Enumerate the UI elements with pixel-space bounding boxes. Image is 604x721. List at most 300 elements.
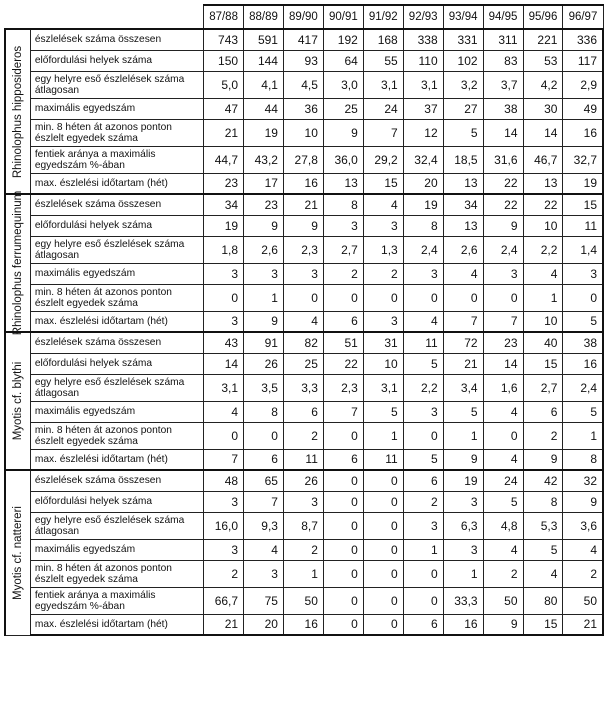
value-cell: 2,3 xyxy=(283,236,323,263)
table-row xyxy=(5,146,603,173)
value-cell: 9 xyxy=(483,614,523,635)
value-cell: 10 xyxy=(523,311,563,332)
row-label: egy helyre eső észlelések száma átlagosan xyxy=(30,374,203,401)
value-cell: 22 xyxy=(523,194,563,215)
value-cell: 4 xyxy=(363,194,403,215)
value-cell: 10 xyxy=(363,353,403,374)
row-label: max. észlelési időtartam (hét) xyxy=(30,614,203,635)
value-cell: 15 xyxy=(363,173,403,194)
value-cell: 29,2 xyxy=(363,146,403,173)
value-cell: 16 xyxy=(283,173,323,194)
value-cell: 0 xyxy=(283,284,323,311)
value-cell: 22 xyxy=(323,353,363,374)
value-cell: 3 xyxy=(204,491,244,512)
value-cell: 0 xyxy=(323,614,363,635)
value-cell: 15 xyxy=(563,194,603,215)
table-body xyxy=(5,29,603,635)
value-cell: 38 xyxy=(483,98,523,119)
value-cell: 1 xyxy=(443,560,483,587)
value-cell: 5 xyxy=(443,401,483,422)
value-cell: 0 xyxy=(403,422,443,449)
value-cell: 0 xyxy=(363,614,403,635)
value-cell: 0 xyxy=(363,512,403,539)
value-cell: 5,0 xyxy=(204,71,244,98)
value-cell: 17 xyxy=(244,173,284,194)
value-cell: 6 xyxy=(403,470,443,491)
row-label: egy helyre eső észlelések száma átlagosan xyxy=(30,236,203,263)
value-cell: 2,6 xyxy=(244,236,284,263)
value-cell: 21 xyxy=(443,353,483,374)
row-label: maximális egyedszám xyxy=(30,263,203,284)
year-header: 89/90 xyxy=(283,5,323,29)
table-row xyxy=(5,284,603,311)
value-cell: 25 xyxy=(283,353,323,374)
value-cell: 14 xyxy=(523,119,563,146)
year-header: 91/92 xyxy=(363,5,403,29)
value-cell: 11 xyxy=(283,449,323,470)
value-cell: 19 xyxy=(563,173,603,194)
value-cell: 5 xyxy=(443,119,483,146)
value-cell: 3,1 xyxy=(403,71,443,98)
value-cell: 5 xyxy=(363,401,403,422)
value-cell: 6 xyxy=(523,401,563,422)
value-cell: 1,6 xyxy=(483,374,523,401)
value-cell: 0 xyxy=(403,560,443,587)
value-cell: 3,7 xyxy=(483,71,523,98)
value-cell: 23 xyxy=(483,332,523,353)
year-header: 96/97 xyxy=(563,5,603,29)
value-cell: 3 xyxy=(204,539,244,560)
value-cell: 47 xyxy=(204,98,244,119)
value-cell: 23 xyxy=(244,194,284,215)
value-cell: 2,4 xyxy=(483,236,523,263)
value-cell: 13 xyxy=(443,173,483,194)
value-cell: 26 xyxy=(244,353,284,374)
value-cell: 32 xyxy=(563,470,603,491)
table-row xyxy=(5,353,603,374)
value-cell: 51 xyxy=(323,332,363,353)
value-cell: 1,3 xyxy=(363,236,403,263)
value-cell: 8 xyxy=(323,194,363,215)
value-cell: 19 xyxy=(403,194,443,215)
year-header: 94/95 xyxy=(483,5,523,29)
value-cell: 27,8 xyxy=(283,146,323,173)
value-cell: 43,2 xyxy=(244,146,284,173)
value-cell: 18,5 xyxy=(443,146,483,173)
table-row xyxy=(5,119,603,146)
value-cell: 33,3 xyxy=(443,587,483,614)
table-row xyxy=(5,71,603,98)
value-cell: 3 xyxy=(483,263,523,284)
row-label: észlelések száma összesen xyxy=(30,332,203,353)
value-cell: 5 xyxy=(403,353,443,374)
value-cell: 55 xyxy=(363,50,403,71)
value-cell: 3,1 xyxy=(363,71,403,98)
value-cell: 7 xyxy=(443,311,483,332)
value-cell: 38 xyxy=(563,332,603,353)
value-cell: 24 xyxy=(363,98,403,119)
table-row xyxy=(5,29,603,50)
table-row xyxy=(5,263,603,284)
value-cell: 30 xyxy=(523,98,563,119)
value-cell: 4,5 xyxy=(283,71,323,98)
value-cell: 0 xyxy=(403,587,443,614)
value-cell: 2,2 xyxy=(523,236,563,263)
value-cell: 0 xyxy=(483,422,523,449)
value-cell: 37 xyxy=(403,98,443,119)
value-cell: 5 xyxy=(563,401,603,422)
species-name: Rhinolophus ferrumequinum xyxy=(11,190,24,336)
value-cell: 3 xyxy=(283,263,323,284)
value-cell: 0 xyxy=(323,560,363,587)
table-row xyxy=(5,173,603,194)
value-cell: 13 xyxy=(523,173,563,194)
value-cell: 4,2 xyxy=(523,71,563,98)
value-cell: 19 xyxy=(443,470,483,491)
value-cell: 2 xyxy=(363,263,403,284)
value-cell: 0 xyxy=(563,284,603,311)
value-cell: 16,0 xyxy=(204,512,244,539)
value-cell: 50 xyxy=(483,587,523,614)
row-label: észlelések száma összesen xyxy=(30,194,203,215)
row-label: előfordulási helyek száma xyxy=(30,353,203,374)
value-cell: 0 xyxy=(363,470,403,491)
value-cell: 2 xyxy=(283,539,323,560)
value-cell: 5,3 xyxy=(523,512,563,539)
table-row xyxy=(5,539,603,560)
row-label: előfordulási helyek száma xyxy=(30,491,203,512)
value-cell: 93 xyxy=(283,50,323,71)
value-cell: 3 xyxy=(244,263,284,284)
value-cell: 3 xyxy=(443,491,483,512)
value-cell: 2,7 xyxy=(523,374,563,401)
value-cell: 0 xyxy=(323,539,363,560)
table-row xyxy=(5,422,603,449)
row-label: fentiek aránya a maximális egyedszám %-ában xyxy=(30,146,203,173)
value-cell: 19 xyxy=(244,119,284,146)
value-cell: 3 xyxy=(563,263,603,284)
value-cell: 3,1 xyxy=(204,374,244,401)
value-cell: 1 xyxy=(443,422,483,449)
row-label: előfordulási helyek száma xyxy=(30,215,203,236)
value-cell: 0 xyxy=(483,284,523,311)
value-cell: 21 xyxy=(204,119,244,146)
species-label-cell xyxy=(5,29,30,194)
row-label: előfordulási helyek száma xyxy=(30,50,203,71)
table-row xyxy=(5,614,603,635)
table-row xyxy=(5,449,603,470)
value-cell: 2,3 xyxy=(323,374,363,401)
value-cell: 9 xyxy=(483,215,523,236)
value-cell: 22 xyxy=(483,194,523,215)
table-row xyxy=(5,215,603,236)
value-cell: 2,9 xyxy=(563,71,603,98)
row-label: észlelések száma összesen xyxy=(30,29,203,50)
value-cell: 6 xyxy=(323,311,363,332)
value-cell: 1 xyxy=(244,284,284,311)
value-cell: 2 xyxy=(403,491,443,512)
value-cell: 2,4 xyxy=(563,374,603,401)
value-cell: 5 xyxy=(403,449,443,470)
value-cell: 7 xyxy=(204,449,244,470)
value-cell: 336 xyxy=(563,29,603,50)
value-cell: 72 xyxy=(443,332,483,353)
value-cell: 48 xyxy=(204,470,244,491)
data-table-container xyxy=(4,4,604,636)
value-cell: 9 xyxy=(244,311,284,332)
value-cell: 311 xyxy=(483,29,523,50)
value-cell: 42 xyxy=(523,470,563,491)
table-row xyxy=(5,98,603,119)
value-cell: 331 xyxy=(443,29,483,50)
value-cell: 6 xyxy=(244,449,284,470)
value-cell: 31 xyxy=(363,332,403,353)
value-cell: 6,3 xyxy=(443,512,483,539)
table-row xyxy=(5,311,603,332)
value-cell: 3,4 xyxy=(443,374,483,401)
value-cell: 43 xyxy=(204,332,244,353)
value-cell: 31,6 xyxy=(483,146,523,173)
value-cell: 9,3 xyxy=(244,512,284,539)
value-cell: 32,7 xyxy=(563,146,603,173)
value-cell: 44,7 xyxy=(204,146,244,173)
species-name: Myotis cf. nattereri xyxy=(11,505,24,600)
value-cell: 11 xyxy=(563,215,603,236)
value-cell: 10 xyxy=(283,119,323,146)
value-cell: 8,7 xyxy=(283,512,323,539)
value-cell: 2 xyxy=(323,263,363,284)
value-cell: 16 xyxy=(283,614,323,635)
value-cell: 20 xyxy=(403,173,443,194)
value-cell: 20 xyxy=(244,614,284,635)
value-cell: 19 xyxy=(204,215,244,236)
year-header: 90/91 xyxy=(323,5,363,29)
value-cell: 2,4 xyxy=(403,236,443,263)
value-cell: 26 xyxy=(283,470,323,491)
value-cell: 0 xyxy=(443,284,483,311)
value-cell: 4 xyxy=(244,539,284,560)
table-row xyxy=(5,587,603,614)
row-label: egy helyre eső észlelések száma átlagosan xyxy=(30,512,203,539)
value-cell: 9 xyxy=(323,119,363,146)
value-cell: 0 xyxy=(363,587,403,614)
value-cell: 1 xyxy=(363,422,403,449)
value-cell: 23 xyxy=(204,173,244,194)
value-cell: 27 xyxy=(443,98,483,119)
value-cell: 36,0 xyxy=(323,146,363,173)
value-cell: 4 xyxy=(563,539,603,560)
species-label-cell xyxy=(5,190,30,336)
value-cell: 64 xyxy=(323,50,363,71)
value-cell: 16 xyxy=(443,614,483,635)
value-cell: 11 xyxy=(403,332,443,353)
value-cell: 1 xyxy=(523,284,563,311)
row-label: max. észlelési időtartam (hét) xyxy=(30,173,203,194)
value-cell: 1 xyxy=(283,560,323,587)
value-cell: 50 xyxy=(563,587,603,614)
value-cell: 110 xyxy=(403,50,443,71)
value-cell: 4 xyxy=(403,311,443,332)
value-cell: 16 xyxy=(563,353,603,374)
value-cell: 4 xyxy=(483,449,523,470)
value-cell: 4 xyxy=(523,263,563,284)
header-corner xyxy=(5,5,204,29)
value-cell: 2 xyxy=(283,422,323,449)
value-cell: 44 xyxy=(244,98,284,119)
table-row xyxy=(5,512,603,539)
species-label-cell xyxy=(5,332,30,470)
value-cell: 2 xyxy=(204,560,244,587)
value-cell: 0 xyxy=(323,470,363,491)
row-label: maximális egyedszám xyxy=(30,401,203,422)
value-cell: 7 xyxy=(244,491,284,512)
value-cell: 13 xyxy=(323,173,363,194)
table-row xyxy=(5,374,603,401)
species-name: Myotis cf. blythi xyxy=(11,361,24,441)
value-cell: 144 xyxy=(244,50,284,71)
value-cell: 0 xyxy=(204,284,244,311)
header-row xyxy=(5,5,603,29)
value-cell: 3,3 xyxy=(283,374,323,401)
value-cell: 338 xyxy=(403,29,443,50)
value-cell: 3 xyxy=(363,215,403,236)
value-cell: 3 xyxy=(204,263,244,284)
value-cell: 3 xyxy=(283,491,323,512)
value-cell: 3 xyxy=(403,512,443,539)
value-cell: 2 xyxy=(483,560,523,587)
value-cell: 4 xyxy=(483,401,523,422)
value-cell: 25 xyxy=(323,98,363,119)
row-label: észlelések száma összesen xyxy=(30,470,203,491)
value-cell: 1 xyxy=(563,422,603,449)
bat-observation-table xyxy=(4,4,604,636)
value-cell: 4 xyxy=(483,539,523,560)
row-label: maximális egyedszám xyxy=(30,539,203,560)
value-cell: 36 xyxy=(283,98,323,119)
value-cell: 50 xyxy=(283,587,323,614)
value-cell: 0 xyxy=(363,284,403,311)
value-cell: 9 xyxy=(563,491,603,512)
value-cell: 8 xyxy=(563,449,603,470)
value-cell: 0 xyxy=(363,560,403,587)
value-cell: 1,4 xyxy=(563,236,603,263)
value-cell: 3 xyxy=(244,560,284,587)
value-cell: 3,1 xyxy=(363,374,403,401)
value-cell: 2,6 xyxy=(443,236,483,263)
value-cell: 5 xyxy=(563,311,603,332)
value-cell: 3 xyxy=(403,401,443,422)
value-cell: 53 xyxy=(523,50,563,71)
value-cell: 221 xyxy=(523,29,563,50)
value-cell: 9 xyxy=(523,449,563,470)
row-label: egy helyre eső észlelések száma átlagosan xyxy=(30,71,203,98)
value-cell: 14 xyxy=(483,119,523,146)
value-cell: 3,2 xyxy=(443,71,483,98)
value-cell: 34 xyxy=(443,194,483,215)
value-cell: 83 xyxy=(483,50,523,71)
value-cell: 3,5 xyxy=(244,374,284,401)
value-cell: 117 xyxy=(563,50,603,71)
value-cell: 22 xyxy=(483,173,523,194)
value-cell: 15 xyxy=(523,614,563,635)
table-row xyxy=(5,491,603,512)
value-cell: 0 xyxy=(363,539,403,560)
value-cell: 80 xyxy=(523,587,563,614)
value-cell: 4 xyxy=(204,401,244,422)
table-row xyxy=(5,332,603,353)
row-label: min. 8 héten át azonos ponton észlelt egyedek száma xyxy=(30,284,203,311)
year-header: 88/89 xyxy=(244,5,284,29)
value-cell: 0 xyxy=(323,491,363,512)
value-cell: 0 xyxy=(323,284,363,311)
row-label: max. észlelési időtartam (hét) xyxy=(30,311,203,332)
value-cell: 2,2 xyxy=(403,374,443,401)
value-cell: 168 xyxy=(363,29,403,50)
value-cell: 8 xyxy=(244,401,284,422)
value-cell: 8 xyxy=(403,215,443,236)
value-cell: 4 xyxy=(523,560,563,587)
year-header: 95/96 xyxy=(523,5,563,29)
value-cell: 6 xyxy=(283,401,323,422)
row-label: min. 8 héten át azonos ponton észlelt egyedek száma xyxy=(30,422,203,449)
table-row xyxy=(5,401,603,422)
value-cell: 7 xyxy=(483,311,523,332)
value-cell: 192 xyxy=(323,29,363,50)
value-cell: 4 xyxy=(443,263,483,284)
value-cell: 9 xyxy=(283,215,323,236)
value-cell: 40 xyxy=(523,332,563,353)
value-cell: 21 xyxy=(563,614,603,635)
value-cell: 16 xyxy=(563,119,603,146)
value-cell: 9 xyxy=(443,449,483,470)
value-cell: 417 xyxy=(283,29,323,50)
value-cell: 0 xyxy=(204,422,244,449)
value-cell: 3,0 xyxy=(323,71,363,98)
value-cell: 6 xyxy=(323,449,363,470)
value-cell: 49 xyxy=(563,98,603,119)
row-label: max. észlelési időtartam (hét) xyxy=(30,449,203,470)
value-cell: 7 xyxy=(363,119,403,146)
value-cell: 4 xyxy=(283,311,323,332)
table-row xyxy=(5,194,603,215)
value-cell: 11 xyxy=(363,449,403,470)
value-cell: 8 xyxy=(523,491,563,512)
value-cell: 12 xyxy=(403,119,443,146)
row-label: min. 8 héten át azonos ponton észlelt egyedek száma xyxy=(30,119,203,146)
value-cell: 5 xyxy=(483,491,523,512)
value-cell: 0 xyxy=(323,587,363,614)
value-cell: 21 xyxy=(283,194,323,215)
value-cell: 3 xyxy=(204,311,244,332)
value-cell: 14 xyxy=(483,353,523,374)
value-cell: 591 xyxy=(244,29,284,50)
year-header: 87/88 xyxy=(204,5,244,29)
value-cell: 0 xyxy=(323,422,363,449)
value-cell: 66,7 xyxy=(204,587,244,614)
value-cell: 7 xyxy=(323,401,363,422)
row-label: maximális egyedszám xyxy=(30,98,203,119)
value-cell: 3 xyxy=(363,311,403,332)
value-cell: 14 xyxy=(204,353,244,374)
value-cell: 0 xyxy=(323,512,363,539)
value-cell: 150 xyxy=(204,50,244,71)
value-cell: 13 xyxy=(443,215,483,236)
value-cell: 82 xyxy=(283,332,323,353)
value-cell: 3 xyxy=(403,263,443,284)
value-cell: 2 xyxy=(563,560,603,587)
row-label: fentiek aránya a maximális egyedszám %-ában xyxy=(30,587,203,614)
value-cell: 743 xyxy=(204,29,244,50)
